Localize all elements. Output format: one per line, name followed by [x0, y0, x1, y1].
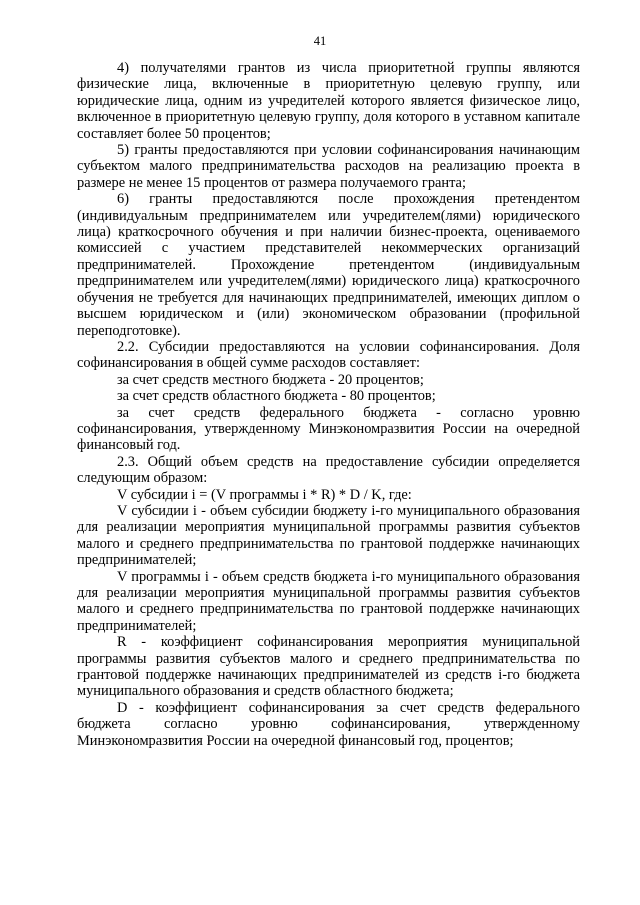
paragraph-training-requirement: 6) гранты предоставляются после прохождения претендентом (индивидуальным предпринимателем или учредителем(лями) юридического лица) краткосрочного обучения и при наличии бизнес-проекта, оцениваемого комиссией с участием представителей некоммерческих организаций предпринимателей. Прохождение претендентом (индивидуальным предпринимателем или учредителем(лями) юридического лица) краткосрочного обучения не требуется для начинающих предпринимателей, имеющих диплом о высшем юридическом и (или) экономическом образовании (профильной переподготовке).	[77, 191, 580, 339]
paragraph-local-budget-share: за счет средств местного бюджета - 20 процентов;	[117, 371, 424, 388]
paragraph-federal-budget-share: за счет средств федерального бюджета - согласно уровню софинансирования, утвержденному Минэкономразвития России на очередной финансовый год.	[77, 404, 580, 454]
paragraph-regional-budget-share: за счет средств областного бюджета - 80 процентов;	[117, 388, 436, 405]
paragraph-section-2-3: 2.3. Общий объем средств на предоставление субсидии определяется следующим образом:	[77, 453, 580, 487]
paragraph-cofinancing-condition: 5) гранты предоставляются при условии софинансирования начинающим субъектом малого предпринимательства расходов на реализацию проекта в размере не менее 15 процентов от размера получаемого гранта;	[77, 142, 580, 191]
paragraph-grant-recipients: 4) получателями грантов из числа приоритетной группы являются физические лица, включенные в приоритетную целевую группу, или юридические лица, одним из учредителей которого является физическое лицо, включенное в приоритетную целевую группу, доля которого в уставном капитале составляет более 50 процентов;	[77, 60, 580, 142]
definition-r-coefficient: R - коэффициент софинансирования мероприятия муниципальной программы развития субъектов малого и среднего предпринимательства по грантовой поддержке начинающих предпринимателей из средств i-го бюджета муниципального образования и средств областного бюджета;	[77, 634, 580, 700]
definition-v-subsidy: V субсидии i - объем субсидии бюджету i-го муниципального образования для реализации мероприятия муниципальной программы развития субъектов малого и среднего предпринимательства по грантовой поддержке начинающих предпринимателей;	[77, 502, 580, 569]
document-body	[77, 60, 580, 749]
paragraph-section-2-2: 2.2. Субсидии предоставляются на условии софинансирования. Доля софинансирования в общей сумме расходов составляет:	[77, 338, 580, 372]
definition-d-coefficient: D - коэффициент софинансирования за счет средств федерального бюджета согласно уровню софинансирования, утвержденному Минэкономразвития России на очередной финансовый год, процентов;	[77, 699, 580, 749]
page-number: 41	[313, 34, 327, 48]
formula-line: V субсидии i = (V программы i * R) * D / K, где:	[117, 486, 412, 503]
definition-v-program: V программы i - объем средств бюджета i-го муниципального образования для реализации мероприятия муниципальной программы развития субъектов малого и среднего предпринимательства по грантовой поддержке начинающих предпринимателей;	[77, 568, 580, 634]
